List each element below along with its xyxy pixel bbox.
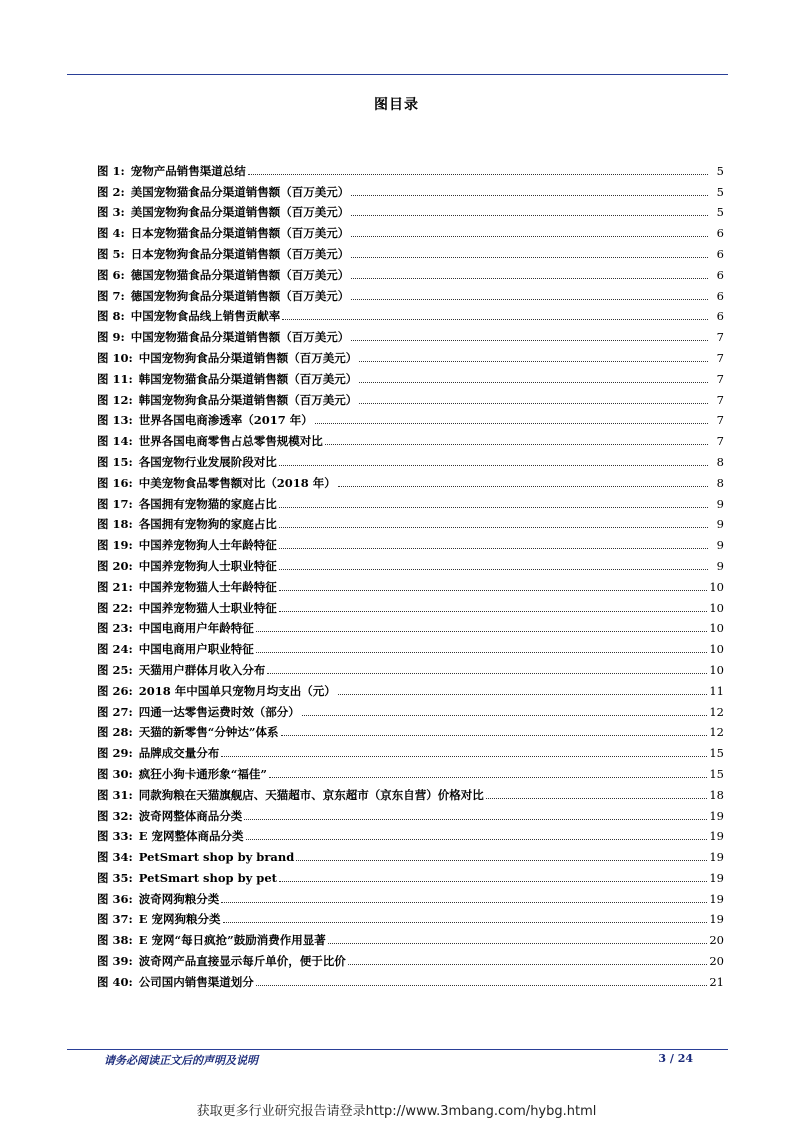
toc-entry-page: 5 — [716, 184, 724, 199]
toc-leader-dots — [279, 881, 707, 882]
toc-entry[interactable] — [97, 947, 724, 968]
toc-leader-dots — [248, 174, 708, 175]
toc-leader-dots — [246, 839, 708, 840]
toc-leader-dots — [359, 382, 708, 383]
toc-entry-label — [97, 788, 484, 802]
toc-entry-title: 中国养宠物猫人士年龄特征 — [138, 579, 277, 594]
toc-entry[interactable] — [97, 719, 724, 740]
toc-entry[interactable] — [97, 656, 724, 677]
toc-entry-title: 世界各国电商渗透率（2017 年） — [138, 413, 313, 428]
toc-entry[interactable] — [97, 469, 724, 490]
toc-leader-dots — [221, 902, 707, 903]
toc-entry-page: 18 — [709, 787, 724, 802]
toc-entry-title: 宠物产品销售渠道总结 — [130, 163, 246, 178]
toc-entry-label — [97, 455, 277, 469]
toc-entry-page: 5 — [716, 205, 724, 220]
toc-entry-title: 中国电商用户年龄特征 — [138, 621, 254, 636]
toc-entry-page: 9 — [716, 517, 724, 532]
toc-entry[interactable] — [97, 843, 724, 864]
toc-leader-dots — [351, 340, 708, 341]
toc-entry-title: 中国宠物猫食品分渠道销售额（百万美元） — [130, 330, 350, 345]
toc-entry-number: 图 14: — [97, 434, 133, 449]
toc-entry-page: 7 — [716, 371, 724, 386]
toc-entry-page: 6 — [716, 288, 724, 303]
toc-entry-label — [97, 538, 277, 552]
page-title: 图目录 — [374, 97, 419, 113]
toc-entry-page: 19 — [709, 829, 724, 844]
toc-entry-number: 图 9: — [97, 330, 125, 345]
toc-entry-title: 日本宠物狗食品分渠道销售额（百万美元） — [130, 246, 350, 261]
toc-entry-label — [97, 185, 349, 199]
toc-entry-title: 中国宠物食品线上销售贡献率 — [130, 309, 281, 324]
toc-entry-page: 9 — [716, 538, 724, 553]
toc-entry-title: 美国宠物猫食品分渠道销售额（百万美元） — [130, 184, 350, 199]
toc-leader-dots — [302, 715, 708, 716]
toc-entry-number: 图 4: — [97, 226, 125, 241]
toc-entry-page: 9 — [716, 558, 724, 573]
toc-leader-dots — [351, 257, 708, 258]
toc-entry-title: PetSmart shop by pet — [138, 870, 277, 885]
toc-entry-label — [97, 912, 221, 926]
toc-entry-page: 6 — [716, 267, 724, 282]
toc-entry-page: 15 — [709, 766, 724, 781]
toc-entry-number: 图 11: — [97, 371, 133, 386]
toc-entry[interactable] — [97, 282, 724, 303]
toc-entry-number: 图 2: — [97, 184, 125, 199]
toc-entry-label — [97, 559, 277, 573]
toc-entry[interactable] — [97, 864, 724, 885]
toc-entry[interactable] — [97, 490, 724, 511]
toc-leader-dots — [348, 964, 708, 965]
toc-entry[interactable] — [97, 303, 724, 324]
toc-entry-page: 8 — [716, 454, 724, 469]
toc-entry[interactable] — [97, 365, 724, 386]
toc-entry-title: 波奇网产品直接显示每斤单价，便于比价 — [138, 954, 346, 969]
toc-entry-number: 图 36: — [97, 891, 133, 906]
toc-entry-title: 德国宠物猫食品分渠道销售额（百万美元） — [130, 267, 350, 282]
toc-entry-page: 19 — [709, 891, 724, 906]
toc-leader-dots — [279, 548, 708, 549]
toc-leader-dots — [351, 299, 708, 300]
toc-entry-page: 10 — [709, 600, 724, 615]
toc-entry-page: 7 — [716, 350, 724, 365]
toc-entry[interactable] — [97, 823, 724, 844]
toc-entry-number: 图 27: — [97, 704, 133, 719]
toc-entry-number: 图 1: — [97, 163, 125, 178]
toc-entry[interactable] — [97, 261, 724, 282]
toc-entry-number: 图 30: — [97, 766, 133, 781]
toc-entry[interactable] — [97, 178, 724, 199]
toc-entry-title: 四通一达零售运费时效（部分） — [138, 704, 300, 719]
toc-entry-title: 韩国宠物狗食品分渠道销售额（百万美元） — [138, 392, 358, 407]
toc-entry-title: 天猫的新零售“分钟达”体系 — [138, 725, 279, 740]
toc-entry-page: 5 — [716, 163, 724, 178]
toc-entry[interactable] — [97, 427, 724, 448]
toc-entry-number: 图 24: — [97, 642, 133, 657]
toc-entry-page: 19 — [709, 912, 724, 927]
toc-entry[interactable] — [97, 594, 724, 615]
toc-entry[interactable] — [97, 677, 724, 698]
toc-entry[interactable] — [97, 323, 724, 344]
toc-entry-number: 图 6: — [97, 267, 125, 282]
toc-leader-dots — [325, 444, 708, 445]
toc-entry-page: 6 — [716, 246, 724, 261]
toc-entry-page: 19 — [709, 808, 724, 823]
toc-entry-title: E 宠网“每日疯抢”鼓励消费作用显著 — [138, 933, 326, 948]
toc-entry-page: 19 — [709, 850, 724, 865]
toc-leader-dots — [338, 694, 708, 695]
toc-entry[interactable] — [97, 739, 724, 760]
toc-entry-page: 7 — [716, 413, 724, 428]
toc-entry-number: 图 3: — [97, 205, 125, 220]
toc-entry[interactable] — [97, 968, 724, 989]
toc-entry-number: 图 15: — [97, 454, 133, 469]
toc-entry[interactable] — [97, 552, 724, 573]
toc-entry-label — [97, 226, 349, 240]
toc-entry-page: 11 — [709, 683, 724, 698]
toc-entry[interactable] — [97, 885, 724, 906]
toc-entry-number: 图 12: — [97, 392, 133, 407]
toc-entry-page: 12 — [709, 704, 724, 719]
toc-entry-number: 图 40: — [97, 974, 133, 989]
toc-entry-page: 6 — [716, 309, 724, 324]
toc-entry[interactable] — [97, 802, 724, 823]
toc-leader-dots — [223, 922, 708, 923]
toc-entry-page: 21 — [709, 974, 724, 989]
toc-entry-page: 19 — [709, 870, 724, 885]
toc-entry-number: 图 28: — [97, 725, 133, 740]
toc-leader-dots — [279, 569, 708, 570]
toc-entry-label — [97, 205, 349, 219]
toc-entry-number: 图 22: — [97, 600, 133, 615]
toc-entry-label — [97, 476, 336, 490]
toc-entry[interactable] — [97, 531, 724, 552]
toc-entry-title: 中国电商用户职业特征 — [138, 642, 254, 657]
toc-entry-page: 10 — [709, 579, 724, 594]
toc-entry-page: 10 — [709, 662, 724, 677]
toc-entry-number: 图 17: — [97, 496, 133, 511]
toc-entry-number: 图 7: — [97, 288, 125, 303]
toc-entry-label — [97, 892, 219, 906]
toc-entry[interactable] — [97, 698, 724, 719]
toc-entry-label — [97, 289, 349, 303]
toc-entry-page: 10 — [709, 642, 724, 657]
toc-entry-label — [97, 164, 246, 178]
toc-entry-number: 图 20: — [97, 558, 133, 573]
toc-leader-dots — [221, 756, 707, 757]
toc-entry-page: 9 — [716, 496, 724, 511]
toc-entry-title: 美国宠物狗食品分渠道销售额（百万美元） — [130, 205, 350, 220]
toc-entry-label — [97, 809, 242, 823]
toc-entry-page: 20 — [709, 933, 724, 948]
toc-entry-title: 品牌成交量分布 — [138, 746, 220, 761]
toc-entry-number: 图 26: — [97, 683, 133, 698]
toc-leader-dots — [359, 403, 708, 404]
toc-entry-label — [97, 746, 219, 760]
toc-entry-number: 图 34: — [97, 850, 133, 865]
toc-entry-title: 疯狂小狗卡通形象“福佳” — [138, 766, 267, 781]
toc-entry-title: 各国拥有宠物狗的家庭占比 — [138, 517, 277, 532]
toc-entry-page: 20 — [709, 954, 724, 969]
toc-leader-dots — [328, 943, 708, 944]
page-number: 3 / 24 — [658, 1052, 693, 1065]
source-watermark: 获取更多行业研究报告请登录http://www.3mbang.com/hybg.html — [196, 1104, 597, 1119]
toc-entry-label — [97, 725, 279, 739]
disclaimer-note: 请务必阅读正文后的声明及说明 — [104, 1054, 258, 1067]
toc-entry[interactable] — [97, 386, 724, 407]
toc-leader-dots — [269, 777, 707, 778]
toc-entry-label — [97, 434, 323, 448]
toc-leader-dots — [281, 735, 708, 736]
toc-entry-page: 12 — [709, 725, 724, 740]
toc-entry-title: E 宠网整体商品分类 — [138, 829, 244, 844]
toc-entry-label — [97, 933, 326, 947]
toc-entry-label — [97, 372, 357, 386]
toc-entry-label — [97, 517, 277, 531]
toc-entry-title: 2018 年中国单只宠物月均支出（元） — [138, 683, 336, 698]
toc-entry-label — [97, 601, 277, 615]
toc-leader-dots — [279, 465, 708, 466]
toc-entry-label — [97, 767, 267, 781]
toc-entry-number: 图 39: — [97, 954, 133, 969]
toc-entry-page: 15 — [709, 746, 724, 761]
toc-leader-dots — [351, 215, 708, 216]
toc-leader-dots — [351, 278, 708, 279]
toc-entry-title: 天猫用户群体月收入分布 — [138, 662, 266, 677]
toc-entry[interactable] — [97, 448, 724, 469]
toc-entry-label — [97, 684, 336, 698]
toc-entry[interactable] — [97, 219, 724, 240]
toc-leader-dots — [338, 486, 708, 487]
toc-leader-dots — [282, 319, 708, 320]
toc-entry-number: 图 37: — [97, 912, 133, 927]
figure-index-list — [97, 157, 724, 989]
toc-entry-title: 韩国宠物猫食品分渠道销售额（百万美元） — [138, 371, 358, 386]
toc-entry[interactable] — [97, 573, 724, 594]
toc-entry-label — [97, 975, 254, 989]
toc-entry-number: 图 33: — [97, 829, 133, 844]
toc-entry-title: 中国养宠物狗人士年龄特征 — [138, 538, 277, 553]
toc-entry[interactable] — [97, 781, 724, 802]
toc-entry-label — [97, 871, 277, 885]
toc-entry-title: E 宠网狗粮分类 — [138, 912, 221, 927]
toc-leader-dots — [256, 652, 708, 653]
toc-entry-number: 图 16: — [97, 475, 133, 490]
toc-entry-page: 7 — [716, 434, 724, 449]
toc-entry-title: 各国拥有宠物猫的家庭占比 — [138, 496, 277, 511]
toc-entry-number: 图 25: — [97, 662, 133, 677]
toc-entry-label — [97, 954, 346, 968]
toc-entry-title: 德国宠物狗食品分渠道销售额（百万美元） — [130, 288, 350, 303]
toc-entry-number: 图 32: — [97, 808, 133, 823]
toc-leader-dots — [279, 611, 708, 612]
toc-entry-number: 图 21: — [97, 579, 133, 594]
toc-entry-label — [97, 309, 280, 323]
toc-entry[interactable] — [97, 635, 724, 656]
toc-entry-label — [97, 247, 349, 261]
toc-entry[interactable] — [97, 157, 724, 178]
toc-entry-label — [97, 497, 277, 511]
toc-entry-number: 图 8: — [97, 309, 125, 324]
toc-entry-number: 图 18: — [97, 517, 133, 532]
toc-entry-label — [97, 413, 313, 427]
toc-entry-label — [97, 850, 294, 864]
toc-entry[interactable] — [97, 344, 724, 365]
toc-entry[interactable] — [97, 511, 724, 532]
toc-entry-label — [97, 663, 265, 677]
toc-entry-number: 图 31: — [97, 787, 133, 802]
toc-entry-page: 6 — [716, 226, 724, 241]
toc-leader-dots — [296, 860, 707, 861]
toc-entry-title: 日本宠物猫食品分渠道销售额（百万美元） — [130, 226, 350, 241]
toc-leader-dots — [351, 195, 708, 196]
toc-entry-title: 中国宠物狗食品分渠道销售额（百万美元） — [138, 350, 358, 365]
toc-entry[interactable] — [97, 615, 724, 636]
toc-entry[interactable] — [97, 240, 724, 261]
toc-entry-number: 图 23: — [97, 621, 133, 636]
toc-leader-dots — [279, 527, 708, 528]
toc-entry-page: 10 — [709, 621, 724, 636]
toc-entry-title: 中美宠物食品零售额对比（2018 年） — [138, 475, 336, 490]
toc-entry-label — [97, 621, 254, 635]
toc-entry-label — [97, 642, 254, 656]
toc-entry[interactable] — [97, 760, 724, 781]
toc-entry-number: 图 10: — [97, 350, 133, 365]
toc-entry-title: 世界各国电商零售占总零售规模对比 — [138, 434, 323, 449]
toc-entry[interactable] — [97, 906, 724, 927]
toc-leader-dots — [315, 423, 708, 424]
toc-leader-dots — [256, 985, 708, 986]
toc-entry[interactable] — [97, 199, 724, 220]
toc-entry-number: 图 38: — [97, 933, 133, 948]
toc-entry-title: 中国养宠物狗人士职业特征 — [138, 558, 277, 573]
toc-leader-dots — [279, 590, 708, 591]
toc-entry-title: 中国养宠物猫人士职业特征 — [138, 600, 277, 615]
toc-leader-dots — [486, 798, 708, 799]
toc-entry-label — [97, 330, 349, 344]
toc-entry-label — [97, 705, 300, 719]
toc-entry-label — [97, 580, 277, 594]
toc-entry-page: 7 — [716, 392, 724, 407]
toc-entry-title: 公司国内销售渠道划分 — [138, 974, 254, 989]
toc-entry-title: PetSmart shop by brand — [138, 850, 295, 865]
toc-leader-dots — [359, 361, 708, 362]
toc-entry-number: 图 19: — [97, 538, 133, 553]
toc-entry-page: 8 — [716, 475, 724, 490]
toc-entry-title: 波奇网整体商品分类 — [138, 808, 243, 823]
header-rule — [67, 74, 728, 75]
toc-leader-dots — [279, 507, 708, 508]
toc-entry-number: 图 13: — [97, 413, 133, 428]
toc-entry-label — [97, 393, 357, 407]
toc-entry[interactable] — [97, 926, 724, 947]
toc-entry-label — [97, 351, 357, 365]
toc-entry-title: 各国宠物行业发展阶段对比 — [138, 454, 277, 469]
toc-entry-number: 图 5: — [97, 246, 125, 261]
toc-entry[interactable] — [97, 407, 724, 428]
toc-entry-page: 7 — [716, 330, 724, 345]
toc-leader-dots — [351, 236, 708, 237]
toc-entry-number: 图 29: — [97, 746, 133, 761]
toc-entry-title: 同款狗粮在天猫旗舰店、天猫超市、京东超市（京东自营）价格对比 — [138, 787, 484, 802]
toc-leader-dots — [244, 819, 707, 820]
toc-entry-label — [97, 829, 244, 843]
toc-entry-title: 波奇网狗粮分类 — [138, 891, 220, 906]
toc-leader-dots — [267, 673, 707, 674]
toc-entry-label — [97, 268, 349, 282]
toc-entry-number: 图 35: — [97, 870, 133, 885]
footer-rule — [67, 1049, 728, 1050]
toc-leader-dots — [256, 631, 708, 632]
